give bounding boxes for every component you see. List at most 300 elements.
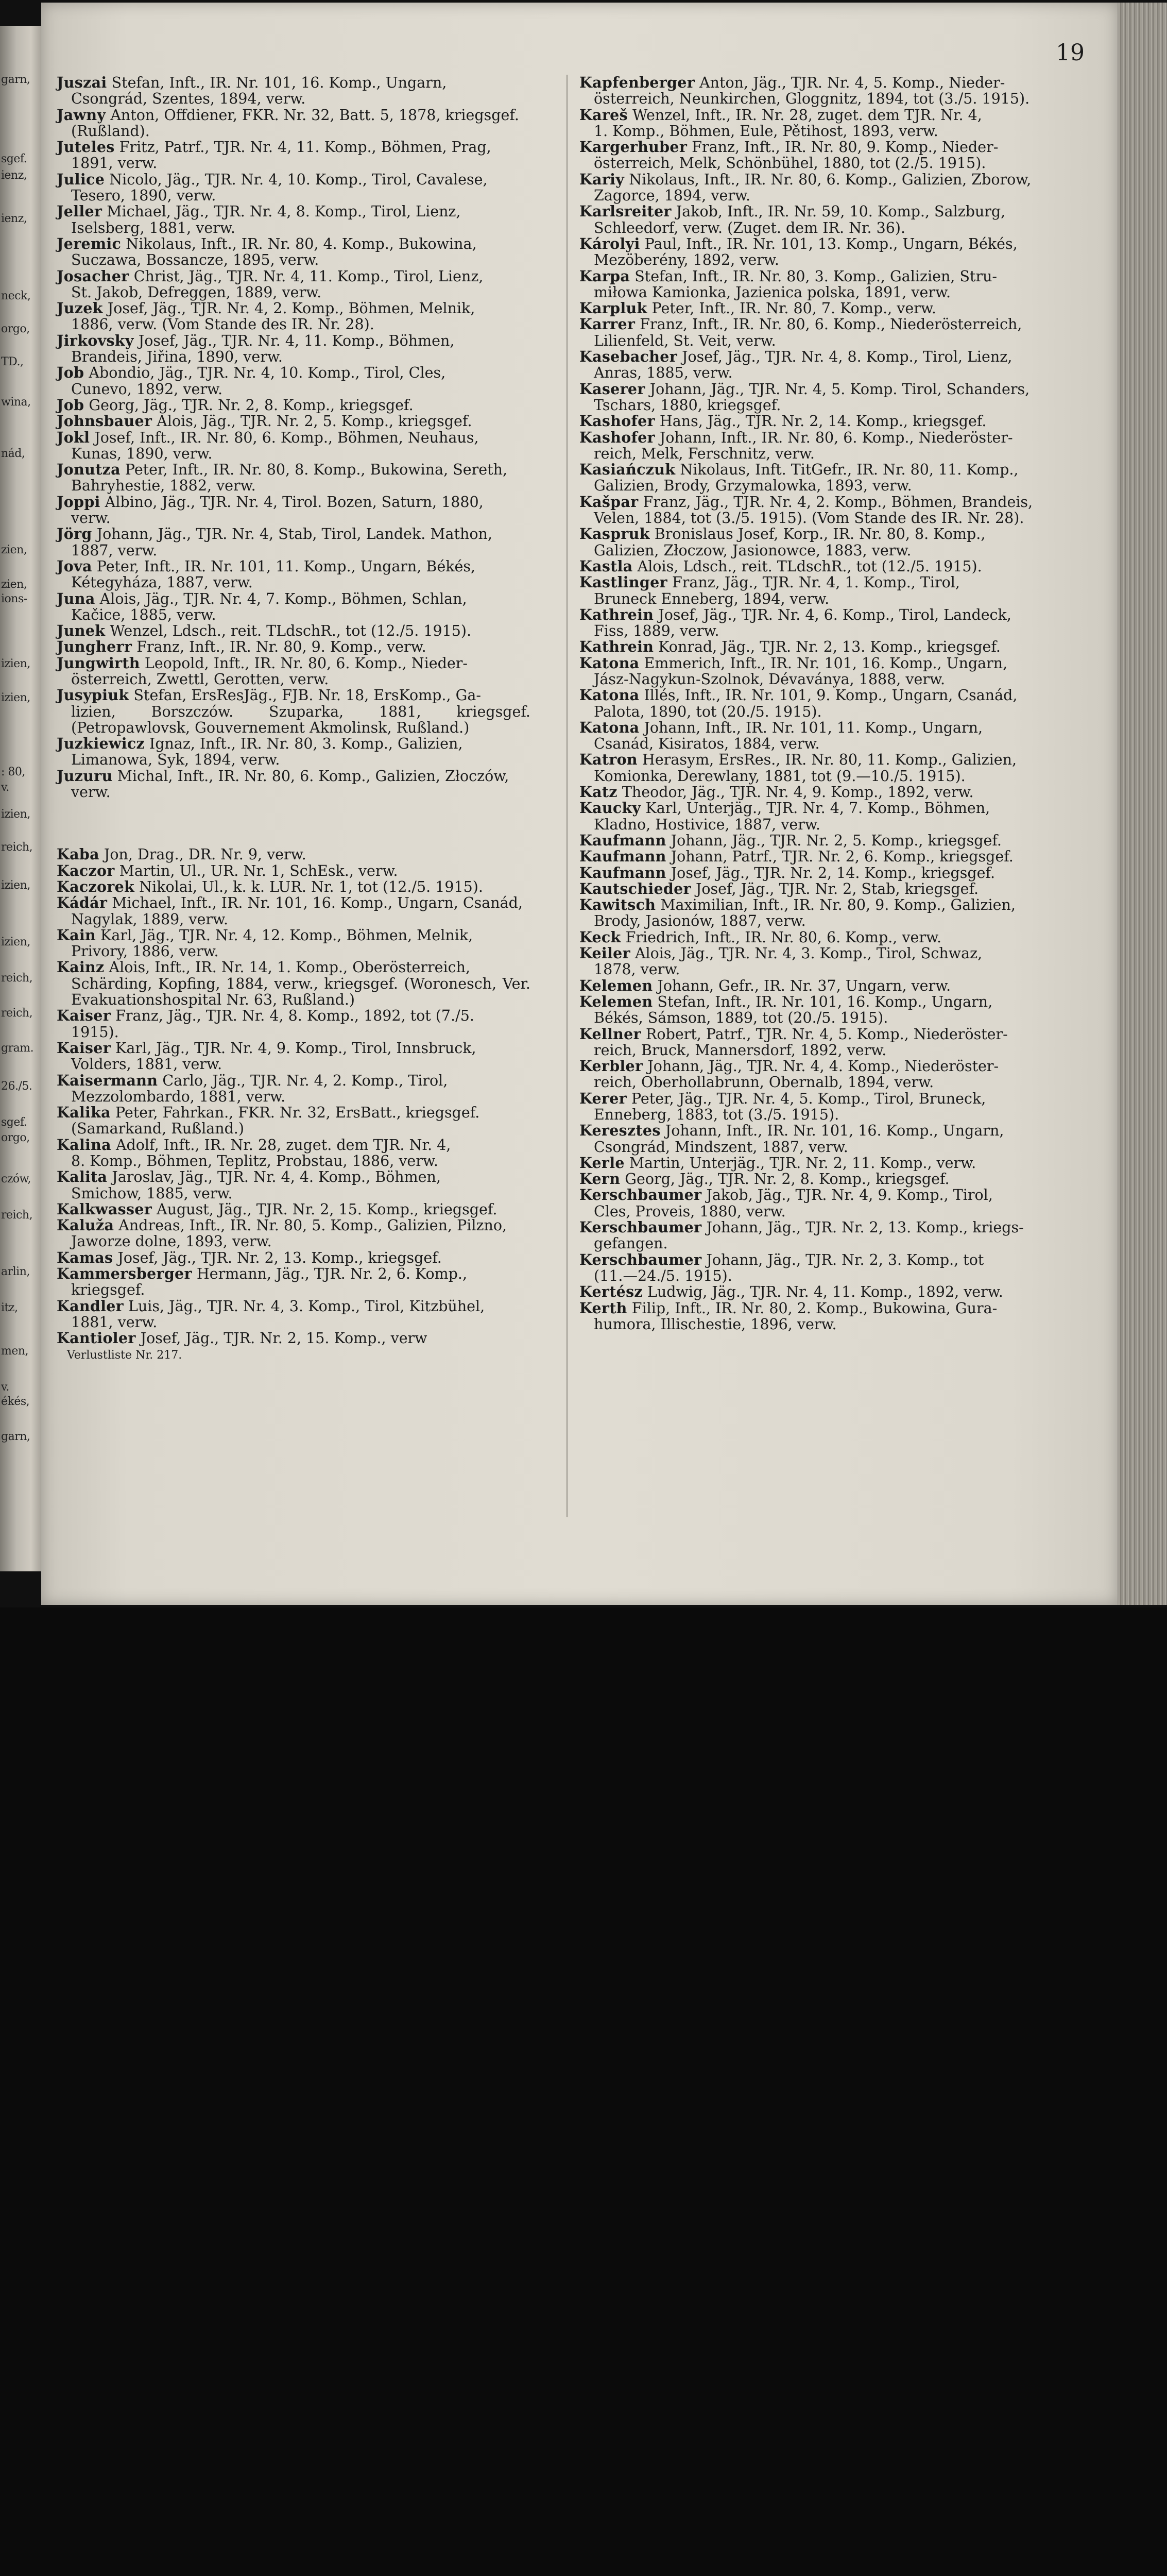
entry-continuation: Kačice, 1885, verw. — [71, 606, 216, 623]
casualty-entry — [579, 897, 1053, 929]
entry-continuation: Schleedorf, verw. (Zuget. dem IR. Nr. 36). — [594, 219, 906, 236]
entry-surname: Juszai — [57, 74, 107, 91]
entry-surname: Juna — [57, 589, 95, 607]
entry-details: Luis, Jäg., TJR. Nr. 4, 3. Komp., Tirol, Kitzbühel, — [123, 1297, 485, 1315]
document-page — [41, 3, 1118, 1605]
entry-details: Peter, Fahrkan., FKR. Nr. 32, ErsBatt., kriegsgef. — [110, 1104, 480, 1122]
entry-surname: Jirkovsky — [57, 331, 134, 349]
entry-details: August, Jäg., TJR. Nr. 2, 15. Komp., kriegsgef. — [152, 1200, 497, 1218]
entry-continuation: Csanád, Kisiratos, 1884, verw. — [594, 735, 820, 753]
casualty-entry — [57, 846, 530, 862]
entry-continuation: (11.—24./5. 1915). — [594, 1267, 732, 1284]
entry-surname: Kautschieder — [579, 879, 691, 897]
entry-details: Alois, Jäg., TJR. Nr. 4, 7. Komp., Böhmen, Schlan, — [95, 590, 467, 607]
entry-details: Johann, Gefr., IR. Nr. 37, Ungarn, verw. — [653, 977, 951, 994]
previous-page-fragment: ékés, — [1, 1395, 30, 1408]
entry-details: Jaroslav, Jäg., TJR. Nr. 4, 4. Komp., Böhmen, — [107, 1168, 441, 1186]
entry-details: Carlo, Jäg., TJR. Nr. 4, 2. Komp., Tirol, — [158, 1072, 448, 1089]
casualty-entry — [57, 204, 530, 236]
entry-details: Johann, Jäg., TJR. Nr. 4, 4. Komp., Niederöster- — [643, 1058, 999, 1075]
entry-continuation: Csongrád, Mindszent, 1887, verw. — [594, 1138, 848, 1156]
entry-surname: Keck — [579, 928, 621, 946]
casualty-entry — [579, 784, 1053, 800]
casualty-entry — [579, 1252, 1053, 1284]
entry-continuation: 8. Komp., Böhmen, Teplitz, Probstau, 1886, verw. — [71, 1153, 438, 1170]
casualty-entry — [579, 75, 1053, 107]
casualty-entry — [57, 655, 530, 688]
casualty-entry — [57, 300, 530, 333]
entry-continuation: lizien, Borszczów. Szuparka, 1881, kriegsgef. (Petropawlovsk, Gouvernement Akmolinsk, Rußland.) — [71, 703, 530, 736]
previous-page-fragment: sgef. — [1, 152, 27, 165]
entry-surname: Kaufmann — [579, 863, 666, 882]
entry-continuation: verw. — [71, 784, 111, 801]
casualty-entry — [579, 607, 1053, 639]
entry-surname: Kaczor — [57, 861, 115, 879]
entry-details: Friedrich, Inft., IR. Nr. 80, 6. Komp., verw. — [621, 928, 942, 946]
right-column — [579, 75, 1053, 1332]
entry-details: Theodor, Jäg., TJR. Nr. 4, 9. Komp., 1892, verw. — [617, 784, 974, 801]
casualty-entry — [579, 1171, 1053, 1187]
entry-details: Ludwig, Jäg., TJR. Nr. 4, 11. Komp., 1892, verw. — [642, 1283, 1003, 1301]
entry-surname: Job — [57, 364, 84, 382]
entry-surname: Kathrein — [579, 638, 654, 656]
entry-details: Johann, Jäg., TJR. Nr. 2, 3. Komp., tot — [701, 1251, 984, 1268]
entry-details: Franz, Jäg., TJR. Nr. 4, 1. Komp., Tirol, — [667, 574, 960, 591]
casualty-entry — [579, 1123, 1053, 1155]
entry-surname: Kashofer — [579, 412, 655, 430]
entry-surname: Kantioler — [57, 1329, 136, 1347]
casualty-entry — [579, 462, 1053, 494]
entry-details: Josef, Jäg., TJR. Nr. 4, 8. Komp., Tirol, Lienz, — [677, 348, 1012, 366]
entry-continuation: Zagorce, 1894, verw. — [594, 187, 751, 205]
entry-continuation: Volders, 1881, verw. — [71, 1056, 222, 1073]
entry-details: Josef, Jäg., TJR. Nr. 2, 15. Komp., verw — [135, 1330, 427, 1347]
entry-surname: Kern — [579, 1170, 621, 1188]
casualty-entry — [579, 720, 1053, 752]
casualty-entry — [579, 204, 1053, 236]
entry-continuation: (Rußland). — [71, 122, 150, 140]
casualty-entry — [57, 1330, 530, 1346]
entry-surname: Kaserer — [579, 380, 645, 398]
entry-surname: Kašpar — [579, 493, 639, 511]
entry-details: Christ, Jäg., TJR. Nr. 4, 11. Komp., Tirol, Lienz, — [129, 267, 484, 285]
entry-surname: Jungwirth — [57, 654, 140, 672]
casualty-entry — [579, 349, 1053, 381]
previous-page-fragment: czów, — [1, 1173, 31, 1185]
entry-surname: Kammersberger — [57, 1265, 192, 1283]
entry-surname: Jeller — [57, 202, 102, 221]
casualty-entry — [57, 623, 530, 639]
entry-continuation: Smichow, 1885, verw. — [71, 1184, 233, 1202]
entry-continuation: Jász-Nagykun-Szolnok, Dévaványa, 1888, verw. — [594, 670, 946, 688]
entry-details: Franz, Jäg., TJR. Nr. 4, 2. Komp., Böhmen, Brandeis, — [638, 493, 1033, 511]
entry-continuation: gefangen. — [594, 1235, 668, 1252]
entry-continuation: Tesero, 1890, verw. — [71, 187, 216, 205]
casualty-entry — [57, 558, 530, 591]
entry-details: Nicolo, Jäg., TJR. Nr. 4, 10. Komp., Tirol, Cavalese, — [105, 171, 488, 188]
casualty-entry — [57, 1169, 530, 1201]
entry-surname: Kathrein — [579, 605, 654, 623]
entry-details: Bronislaus Josef, Korp., IR. Nr. 80, 8. Komp., — [649, 526, 986, 543]
entry-continuation: Palota, 1890, tot (20./5. 1915). — [594, 703, 822, 720]
entry-surname: Kandler — [57, 1297, 124, 1315]
entry-details: Stefan, Inft., IR. Nr. 101, 16. Komp., Ungarn, — [653, 993, 993, 1010]
casualty-entry — [579, 1219, 1053, 1252]
casualty-entry — [579, 494, 1053, 527]
entry-surname: Kain — [57, 926, 96, 944]
entry-surname: Kalina — [57, 1136, 111, 1154]
entry-continuation: 1. Komp., Böhmen, Eule, Pětihost, 1893, verw. — [594, 122, 938, 140]
entry-details: Johann, Jäg., TJR. Nr. 2, 5. Komp., kriegsgef. — [666, 832, 1002, 849]
entry-continuation: Békés, Sámson, 1889, tot (20./5. 1915). — [594, 1009, 888, 1027]
casualty-entry — [579, 139, 1053, 172]
entry-continuation: humora, Illischestie, 1896, verw. — [594, 1315, 837, 1333]
entry-continuation: Kunas, 1890, verw. — [71, 445, 213, 462]
casualty-entry — [579, 639, 1053, 655]
entry-details: Stefan, ErsResJäg., FJB. Nr. 18, ErsKomp., Ga- — [129, 687, 481, 704]
casualty-entry — [579, 929, 1053, 945]
casualty-entry — [579, 1026, 1053, 1059]
entry-continuation: Lilienfeld, St. Veit, verw. — [594, 332, 776, 349]
entry-continuation: Velen, 1884, tot (3./5. 1915). (Vom Stande des IR. Nr. 28). — [594, 510, 1024, 527]
entry-details: Karl, Jäg., TJR. Nr. 4, 9. Komp., Tirol, Innsbruck, — [111, 1039, 476, 1057]
entry-details: Adolf, Inft., IR. Nr. 28, zuget. dem TJR. Nr. 4, — [111, 1136, 451, 1154]
column-divider — [567, 75, 568, 1517]
entry-surname: Karlsreiter — [579, 202, 672, 221]
entry-details: Alois, Ldsch., reit. TLdschR., tot (12./5. 1915). — [632, 557, 982, 575]
entry-details: Alois, Jäg., TJR. Nr. 4, 3. Komp., Tirol, Schwaz, — [630, 945, 983, 962]
casualty-entry — [579, 978, 1053, 994]
casualty-entry — [57, 863, 530, 879]
casualty-entry — [579, 865, 1053, 881]
entry-continuation: Mezzolombardo, 1881, verw. — [71, 1088, 286, 1105]
previous-page-fragment: arlin, — [1, 1265, 30, 1278]
entry-surname: Juzek — [57, 299, 103, 317]
casualty-entry — [579, 107, 1053, 140]
entry-surname: Kaluža — [57, 1216, 114, 1234]
entry-details: Jakob, Inft., IR. Nr. 59, 10. Komp., Salzburg, — [671, 203, 1006, 221]
previous-page-fragment: : 80, — [1, 766, 25, 778]
entry-continuation: Anras, 1885, verw. — [594, 364, 733, 382]
entry-details: Michael, Inft., IR. Nr. 101, 16. Komp., Ungarn, Csanád, — [107, 894, 523, 912]
entry-surname: Juteles — [57, 138, 115, 156]
entry-details: Karl, Jäg., TJR. Nr. 4, 12. Komp., Böhmen, Melnik, — [96, 926, 473, 944]
entry-surname: Kerschbaumer — [579, 1186, 702, 1204]
entry-surname: Kalkwasser — [57, 1200, 152, 1218]
entry-details: Franz, Jäg., TJR. Nr. 4, 8. Komp., 1892, tot (7./5. — [111, 1007, 474, 1025]
entry-details: Michal, Inft., IR. Nr. 80, 6. Komp., Galizien, Złoczów, — [112, 767, 509, 785]
previous-page-fragment: izien, — [1, 808, 30, 821]
casualty-entry — [579, 752, 1053, 784]
entry-details: Filip, Inft., IR. Nr. 80, 2. Komp., Bukowina, Gura- — [627, 1299, 998, 1317]
entry-surname: Karpluk — [579, 299, 647, 317]
entry-continuation: reich, Oberhollabrunn, Obernalb, 1894, verw. — [594, 1074, 934, 1091]
casualty-entry — [57, 1298, 530, 1331]
casualty-entry — [57, 1008, 530, 1040]
previous-page-fragment: gram. — [1, 1042, 34, 1055]
entry-continuation: Brandeis, Jiřina, 1890, verw. — [71, 348, 283, 366]
entry-details: Nikolaus, Inft., IR. Nr. 80, 6. Komp., Galizien, Zborow, — [624, 171, 1032, 188]
entry-surname: Kaufmann — [579, 831, 666, 849]
entry-surname: Katona — [579, 686, 640, 704]
previous-page-fragment: reich, — [1, 1007, 33, 1020]
casualty-entry — [57, 1105, 530, 1137]
entry-continuation: Enneberg, 1883, tot (3./5. 1915). — [594, 1106, 839, 1123]
entry-details: Michael, Jäg., TJR. Nr. 4, 8. Komp., Tirol, Lienz, — [102, 203, 461, 221]
entry-surname: Jova — [57, 557, 92, 575]
entry-surname: Kaucky — [579, 799, 641, 817]
previous-page-fragment: zien, — [1, 578, 27, 591]
casualty-entry — [57, 526, 530, 558]
entry-continuation: Bahryhestie, 1882, verw. — [71, 477, 256, 495]
entry-continuation: Kétegyháza, 1887, verw. — [71, 574, 253, 591]
casualty-entry — [579, 300, 1053, 316]
entry-surname: Kargerhuber — [579, 138, 688, 156]
casualty-entry — [579, 381, 1053, 414]
casualty-entry — [579, 1300, 1053, 1333]
entry-surname: Kaisermann — [57, 1071, 158, 1089]
previous-page-fragment: neck, — [1, 290, 31, 302]
entry-surname: Kaba — [57, 845, 99, 863]
entry-surname: Kerle — [579, 1154, 625, 1172]
casualty-entry — [57, 397, 530, 413]
entry-surname: Keresztes — [579, 1122, 661, 1140]
casualty-entry — [57, 895, 530, 927]
casualty-entry — [57, 236, 530, 268]
casualty-entry — [57, 1217, 530, 1250]
entry-details: Wenzel, Ldsch., reit. TLdschR., tot (12./5. 1915). — [105, 622, 472, 640]
entry-continuation: Kladno, Hostivice, 1887, verw. — [594, 816, 820, 833]
entry-details: Maximilian, Inft., IR. Nr. 80, 9. Komp., Galizien, — [656, 896, 1016, 914]
entry-surname: Kerbler — [579, 1057, 643, 1075]
entry-continuation: 1915). — [71, 1023, 119, 1041]
entry-continuation: reich, Melk, Ferschnitz, verw. — [594, 445, 815, 462]
casualty-entry — [579, 1284, 1053, 1300]
entry-details: Emmerich, Inft., IR. Nr. 101, 16. Komp., Ungarn, — [639, 654, 1008, 672]
entry-surname: Karrer — [579, 315, 636, 333]
entry-surname: Kerth — [579, 1299, 627, 1317]
entry-surname: Kerer — [579, 1089, 627, 1107]
entry-surname: Katz — [579, 783, 617, 801]
previous-page-fragment: 26./5. — [1, 1080, 32, 1093]
entry-surname: Kamas — [57, 1248, 113, 1266]
entry-surname: Joppi — [57, 493, 100, 511]
casualty-entry — [57, 413, 530, 429]
entry-details: Alois, Inft., IR. Nr. 14, 1. Komp., Oberösterreich, — [104, 959, 471, 976]
page-stack-edge — [1118, 3, 1167, 1605]
casualty-entry — [579, 574, 1053, 607]
entry-details: Johann, Inft., IR. Nr. 80, 6. Komp., Niederöster- — [655, 429, 1013, 446]
entry-details: Jon, Drag., DR. Nr. 9, verw. — [99, 846, 306, 863]
casualty-entry — [579, 800, 1053, 833]
entry-surname: Kashofer — [579, 428, 655, 446]
entry-surname: Kastla — [579, 557, 633, 575]
entry-continuation: miłowa Kamionka, Jazienica polska, 1891, verw. — [594, 283, 951, 301]
previous-page-fragment: itz, — [1, 1301, 18, 1314]
casualty-entry — [579, 430, 1053, 462]
entry-surname: Kerschbaumer — [579, 1218, 702, 1236]
entry-continuation: Mezöberény, 1892, verw. — [594, 251, 779, 269]
entry-details: Jakob, Jäg., TJR. Nr. 4, 9. Komp., Tirol, — [701, 1187, 993, 1204]
entry-details: Anton, Jäg., TJR. Nr. 4, 5. Komp., Nieder- — [695, 74, 1005, 91]
previous-page-fragment: ions- — [1, 592, 27, 605]
entry-surname: Job — [57, 396, 84, 414]
previous-page-fragment: sgef. — [1, 1116, 27, 1129]
previous-page-fragment: TD., — [1, 355, 24, 368]
casualty-entry — [579, 236, 1053, 268]
casualty-entry — [57, 687, 530, 736]
previous-page-fragment: izien, — [1, 691, 30, 704]
entry-continuation: Tschars, 1880, kriegsgef. — [594, 396, 781, 414]
entry-continuation: Fiss, 1889, verw. — [594, 622, 719, 640]
list-footer: Verlustliste Nr. 217. — [67, 1348, 182, 1362]
entry-details: Johann, Patrf., TJR. Nr. 2, 6. Komp., kriegsgef. — [666, 848, 1014, 866]
entry-details: Josef, Jäg., TJR. Nr. 4, 2. Komp., Böhmen, Melnik, — [102, 300, 475, 317]
entry-details: Josef, Jäg., TJR. Nr. 2, Stab, kriegsgef. — [691, 880, 979, 897]
entry-details: Nikolaus, Inft. TitGefr., IR. Nr. 80, 11. Komp., — [675, 461, 1019, 479]
entry-details: Johann, Jäg., TJR. Nr. 2, 13. Komp., kriegs- — [701, 1219, 1024, 1236]
entry-details: Nikolaus, Inft., IR. Nr. 80, 4. Komp., Bukowina, — [121, 235, 477, 252]
entry-details: Stefan, Inft., IR. Nr. 80, 3. Komp., Galizien, Stru- — [630, 267, 998, 285]
entry-details: Alois, Jäg., TJR. Nr. 2, 5. Komp., kriegsgef. — [152, 413, 472, 430]
entry-surname: Jokl — [57, 428, 90, 446]
casualty-entry — [57, 1201, 530, 1217]
entry-details: Josef, Inft., IR. Nr. 80, 6. Komp., Böhmen, Neuhaus, — [90, 429, 479, 446]
page-number: 19 — [1056, 40, 1085, 66]
entry-surname: Kaufmann — [579, 848, 666, 866]
casualty-entry — [579, 526, 1053, 558]
entry-details: Hans, Jäg., TJR. Nr. 2, 14. Komp., kriegsgef. — [655, 413, 987, 430]
entry-details: Johann, Jäg., TJR. Nr. 4, Stab, Tirol, Landek. Mathon, — [92, 526, 492, 543]
entry-surname: Juzkiewicz — [57, 735, 145, 753]
previous-page-fragment: garn, — [1, 1430, 30, 1443]
casualty-entry — [579, 316, 1053, 349]
casualty-entry — [57, 1040, 530, 1073]
previous-page-fragment: v. — [1, 781, 9, 794]
entry-details: Illés, Inft., IR. Nr. 101, 9. Komp., Ungarn, Csanád, — [639, 687, 1018, 704]
entry-surname: Kawitsch — [579, 896, 656, 914]
section-gap — [57, 800, 530, 846]
entry-continuation: österreich, Neunkirchen, Gloggnitz, 1894, tot (3./5. 1915). — [594, 90, 1030, 108]
previous-page-fragment: izien, — [1, 657, 30, 670]
entry-surname: Jeremic — [57, 234, 122, 252]
casualty-entry — [57, 927, 530, 960]
previous-page-fragment: zien, — [1, 544, 27, 556]
casualty-entry — [579, 558, 1053, 574]
entry-surname: Károlyi — [579, 234, 640, 252]
previous-page-fragment: reich, — [1, 972, 33, 985]
entry-continuation: Privory, 1886, verw. — [71, 943, 219, 960]
entry-details: Robert, Patrf., TJR. Nr. 4, 5. Komp., Niederöster- — [641, 1025, 1008, 1043]
casualty-entry — [579, 881, 1053, 897]
previous-page-fragment: wina, — [1, 396, 31, 409]
casualty-entry — [57, 959, 530, 1008]
entry-surname: Kasebacher — [579, 348, 678, 366]
previous-page-fragment: izien, — [1, 879, 30, 892]
entry-continuation: 1881, verw. — [71, 1313, 158, 1331]
previous-page-fragment: men, — [1, 1345, 29, 1358]
entry-continuation: kriegsgef. — [71, 1281, 145, 1299]
casualty-entry — [57, 268, 530, 301]
casualty-entry — [579, 413, 1053, 429]
casualty-entry — [579, 1058, 1053, 1091]
entry-details: Peter, Inft., IR. Nr. 101, 11. Komp., Ungarn, Békés, — [92, 557, 476, 575]
entry-continuation: Galizien, Brody, Grzymalowka, 1893, verw. — [594, 477, 912, 495]
entry-details: Albino, Jäg., TJR. Nr. 4, Tirol. Bozen, Saturn, 1880, — [100, 493, 484, 511]
casualty-entry — [579, 994, 1053, 1026]
entry-surname: Kádár — [57, 894, 108, 912]
entry-details: Georg, Jäg., TJR. Nr. 2, 8. Komp., kriegsgef. — [84, 396, 414, 414]
entry-surname: Kelemen — [579, 976, 653, 994]
entry-continuation: österreich, Melk, Schönbühel, 1880, tot (2./5. 1915). — [594, 155, 986, 172]
entry-continuation: Jaworze dolne, 1893, verw. — [71, 1233, 272, 1250]
entry-surname: Jörg — [57, 525, 92, 543]
entry-details: Josef, Jäg., TJR. Nr. 4, 6. Komp., Tirol, Landeck, — [654, 606, 1011, 623]
casualty-entry — [57, 879, 530, 895]
entry-surname: Kareš — [579, 106, 628, 124]
entry-details: Herasym, ErsRes., IR. Nr. 80, 11. Komp., Galizien, — [637, 751, 1017, 769]
entry-details: Fritz, Patrf., TJR. Nr. 4, 11. Komp., Böhmen, Prag, — [114, 139, 491, 156]
entry-details: Stefan, Inft., IR. Nr. 101, 16. Komp., Ungarn, — [107, 74, 447, 91]
previous-page-edge — [0, 26, 41, 1571]
entry-surname: Johnsbauer — [57, 412, 152, 430]
casualty-entry — [57, 75, 530, 107]
entry-continuation: 1891, verw. — [71, 155, 158, 172]
entry-continuation: Cunevo, 1892, verw. — [71, 380, 223, 398]
left-column — [57, 75, 530, 1362]
entry-details: Johann, Inft., IR. Nr. 101, 11. Komp., Ungarn, — [639, 719, 983, 736]
casualty-entry — [579, 655, 1053, 688]
previous-page-fragment: reich, — [1, 1209, 33, 1222]
casualty-entry — [57, 365, 530, 397]
entry-continuation: (Samarkand, Rußland.) — [71, 1120, 244, 1138]
entry-surname: Kapfenberger — [579, 74, 695, 91]
casualty-entry — [57, 107, 530, 140]
casualty-entry — [579, 849, 1053, 865]
entry-continuation: Nagylak, 1889, verw. — [71, 910, 229, 928]
entry-continuation: verw. — [71, 510, 111, 527]
entry-details: Josef, Jäg., TJR. Nr. 4, 11. Komp., Böhmen, — [133, 332, 455, 349]
entry-details: Karl, Unterjäg., TJR. Nr. 4, 7. Komp., Böhmen, — [641, 800, 990, 817]
casualty-entry — [57, 768, 530, 801]
casualty-entry — [57, 139, 530, 172]
entry-continuation: Csongrád, Szentes, 1894, verw. — [71, 90, 306, 108]
entry-details: Peter, Inft., IR. Nr. 80, 8. Komp., Bukowina, Sereth, — [120, 461, 508, 479]
entry-details: Anton, Offdiener, FKR. Nr. 32, Batt. 5, 1878, kriegsgef. — [106, 106, 519, 124]
casualty-entry — [579, 1091, 1053, 1123]
entry-continuation: 1886, verw. (Vom Stande des IR. Nr. 28). — [71, 316, 374, 333]
entry-details: Konrad, Jäg., TJR. Nr. 2, 13. Komp., kriegsgef. — [654, 638, 1001, 656]
casualty-entry — [57, 1266, 530, 1298]
entry-details: Nikolai, Ul., k. k. LUR. Nr. 1, tot (12./5. 1915). — [134, 878, 483, 895]
entry-surname: Junek — [57, 622, 106, 640]
entry-details: Josef, Jäg., TJR. Nr. 2, 14. Komp., kriegsgef. — [666, 864, 996, 882]
entry-continuation: Cles, Proveis, 1880, verw. — [594, 1202, 786, 1220]
previous-page-fragment: reich, — [1, 841, 33, 854]
previous-page-fragment: orgo, — [1, 1131, 30, 1144]
entry-surname: Katron — [579, 751, 638, 769]
entry-surname: Kertész — [579, 1283, 643, 1301]
entry-surname: Jonutza — [57, 461, 121, 479]
entry-details: Ignaz, Inft., IR. Nr. 80, 3. Komp., Galizien, — [145, 735, 463, 753]
entry-surname: Kelemen — [579, 992, 653, 1010]
entry-details: Franz, Inft., IR. Nr. 80, 9. Komp., verw. — [132, 638, 426, 656]
entry-details: Franz, Inft., IR. Nr. 80, 9. Komp., Nieder- — [687, 139, 999, 156]
entry-surname: Katona — [579, 654, 640, 672]
entry-details: Martin, Unterjäg., TJR. Nr. 2, 11. Komp., verw. — [624, 1154, 976, 1172]
entry-details: Leopold, Inft., IR. Nr. 80, 6. Komp., Nieder- — [140, 654, 468, 672]
casualty-entry — [57, 639, 530, 655]
